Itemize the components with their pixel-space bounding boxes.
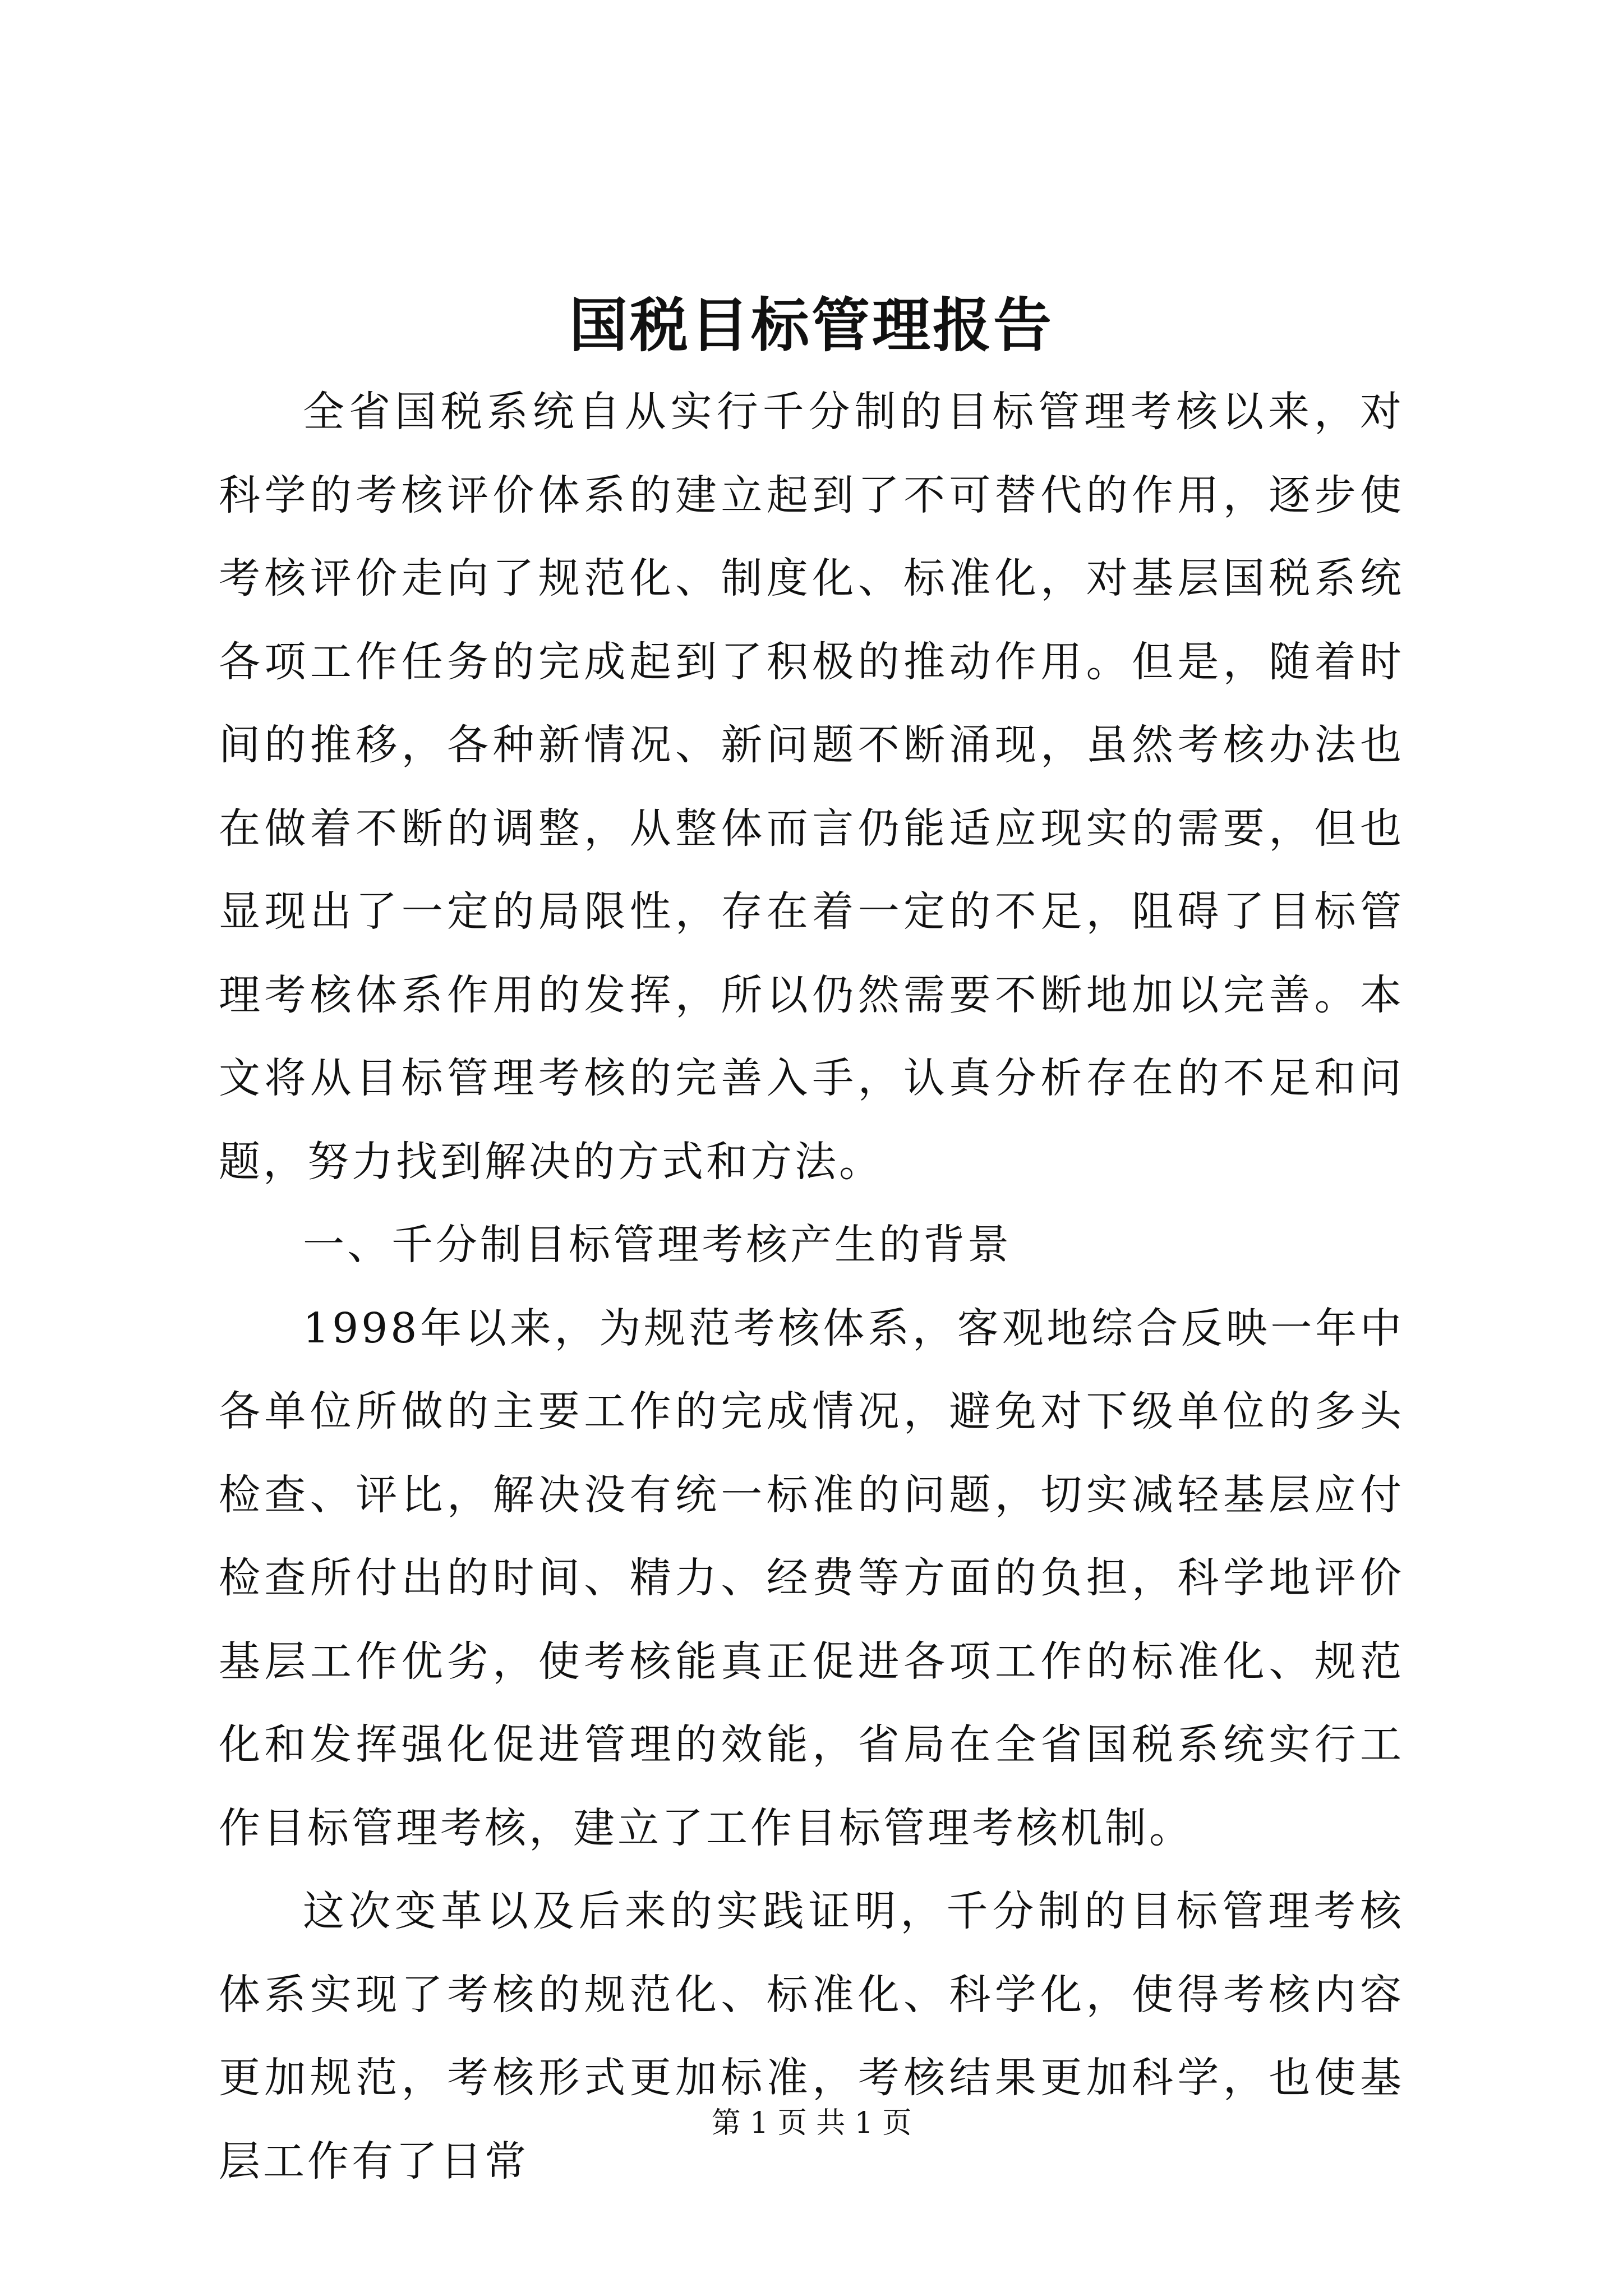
page-footer: 第 1 页 共 1 页 — [711, 2106, 912, 2140]
paragraph-background: 1998年以来，为规范考核体系，客观地综合反映一年中各单位所做的主要工作的完成情况，避免对下级单位的多头检查、评比，解决没有统一标准的问题，切实减轻基层应付检查所付出的时间、精力、经费等方面的负担，科学地评价基层工作优劣，使考核能真正促进各项工作的标准化、规范化和发挥强化促进管理的效能，省局在全省国税系统实行工作目标管理考核，建立了工作目标管理考核机制。 — [219, 1304, 1404, 1852]
paragraph-practice: 这次变革以及后来的实践证明，千分制的目标管理考核体系实现了考核的规范化、标准化、科学化，使得考核内容更加规范，考核形式更加标准，考核结果更加科学，也使基层工作有了日常 — [219, 1887, 1404, 2185]
paragraph-intro: 全省国税系统自从实行千分制的目标管理考核以来，对科学的考核评价体系的建立起到了不可替代的作用，逐步使考核评价走向了规范化、制度化、标准化，对基层国税系统各项工作任务的完成起到了积极的推动作用。但是，随着时间的推移，各种新情况、新问题不断涌现，虽然考核办法也在做着不断的调整，从整体而言仍能适应现实的需要，但也显现出了一定的局限性，存在着一定的不足，阻碍了目标管理考核体系作用的发挥，所以仍然需要不断地加以完善。本文将从目标管理考核的完善入手，认真分析存在的不足和问题，努力找到解决的方式和方法。 — [219, 388, 1404, 1186]
document-body — [219, 370, 1404, 2203]
section-heading: 一、千分制目标管理考核产生的背景 — [303, 1221, 1012, 1269]
document-title: 国税目标管理报告 — [569, 291, 1054, 360]
